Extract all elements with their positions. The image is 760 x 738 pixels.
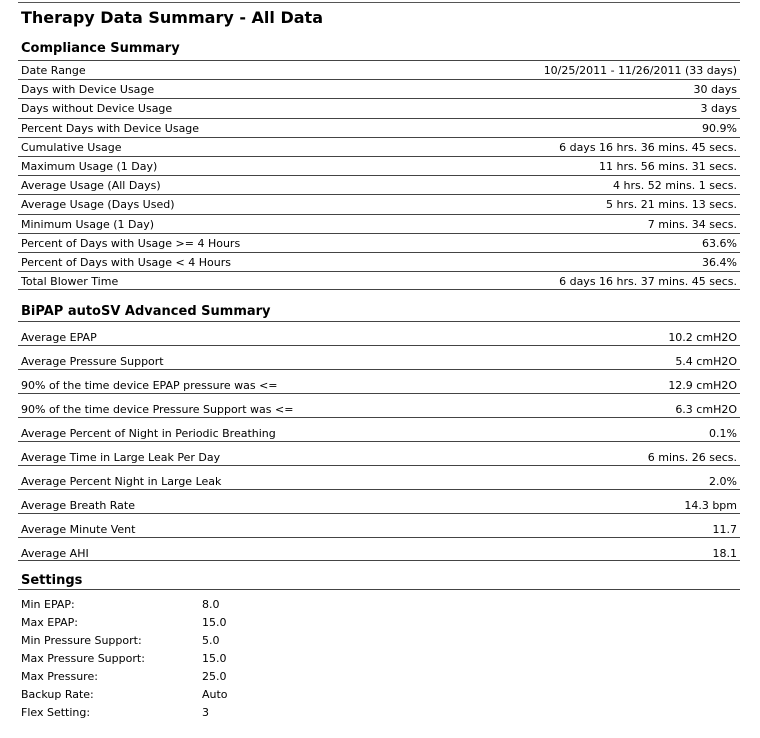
setting-label: Backup Rate:	[21, 688, 94, 701]
row-label: Days without Device Usage	[21, 102, 173, 116]
row-value: 63.6%	[702, 236, 737, 250]
table-row	[18, 214, 740, 233]
table-row	[18, 537, 740, 561]
row-value: 6.3 cmH2O	[675, 403, 737, 416]
table-row	[18, 441, 740, 465]
row-label: Average Percent Night in Large Leak	[21, 475, 222, 488]
row-value: 5.4 cmH2O	[675, 355, 737, 368]
top-divider	[18, 2, 740, 3]
row-value: 18.1	[712, 547, 737, 560]
setting-value: 25.0	[202, 670, 227, 683]
setting-label: Min EPAP:	[21, 598, 75, 611]
row-label: Percent Days with Device Usage	[21, 121, 200, 135]
table-row	[18, 79, 740, 98]
row-value: 6 days 16 hrs. 36 mins. 45 secs.	[559, 140, 737, 154]
row-value: 7 mins. 34 secs.	[647, 217, 737, 231]
table-row	[18, 345, 740, 369]
row-label: Percent of Days with Usage >= 4 Hours	[21, 236, 241, 250]
row-value: 2.0%	[709, 475, 737, 488]
table-row	[18, 175, 740, 194]
table-row	[18, 369, 740, 393]
table-row	[18, 393, 740, 417]
advanced-table	[18, 321, 740, 561]
table-row	[18, 513, 740, 537]
row-value: 6 mins. 26 secs.	[647, 451, 737, 464]
row-value: 0.1%	[709, 427, 737, 440]
row-label: Maximum Usage (1 Day)	[21, 159, 158, 173]
table-row	[18, 98, 740, 117]
row-value: 3 days	[700, 102, 737, 116]
row-value: 11 hrs. 56 mins. 31 secs.	[599, 159, 737, 173]
table-row	[18, 233, 740, 252]
table-row	[18, 156, 740, 175]
setting-label: Min Pressure Support:	[21, 634, 142, 647]
table-row	[18, 417, 740, 441]
row-value: 14.3 bpm	[684, 499, 737, 512]
row-label: Days with Device Usage	[21, 83, 155, 97]
row-value: 10/25/2011 - 11/26/2011 (33 days)	[543, 64, 737, 77]
setting-value: 8.0	[202, 598, 220, 611]
row-label: Minimum Usage (1 Day)	[21, 217, 155, 231]
row-value: 6 days 16 hrs. 37 mins. 45 secs.	[559, 275, 737, 289]
row-label: Average Usage (All Days)	[21, 179, 161, 193]
setting-label: Max EPAP:	[21, 616, 78, 629]
setting-value: 15.0	[202, 652, 227, 665]
setting-label: Flex Setting:	[21, 706, 91, 719]
table-row	[18, 194, 740, 213]
table-row	[18, 465, 740, 489]
row-value: 10.2 cmH2O	[668, 331, 737, 344]
setting-label: Max Pressure:	[21, 670, 98, 683]
advanced-heading: BiPAP autoSV Advanced Summary	[21, 304, 271, 319]
row-label: Total Blower Time	[21, 275, 119, 289]
row-value: 30 days	[693, 83, 737, 97]
row-label: Average Percent of Night in Periodic Breathing	[21, 427, 276, 440]
row-label: Average Time in Large Leak Per Day	[21, 451, 221, 464]
settings-divider	[18, 589, 740, 590]
table-row	[18, 271, 740, 290]
row-value: 4 hrs. 52 mins. 1 secs.	[613, 179, 737, 193]
row-value: 5 hrs. 21 mins. 13 secs.	[606, 198, 737, 212]
row-label: 90% of the time device EPAP pressure was <=	[21, 379, 278, 392]
row-label: Date Range	[21, 64, 86, 77]
row-label: Average Usage (Days Used)	[21, 198, 175, 212]
table-row	[18, 489, 740, 513]
compliance-heading: Compliance Summary	[21, 41, 180, 56]
setting-value: 15.0	[202, 616, 227, 629]
row-label: Average EPAP	[21, 331, 97, 344]
row-label: 90% of the time device Pressure Support was <=	[21, 403, 294, 416]
row-label: Percent of Days with Usage < 4 Hours	[21, 255, 231, 269]
table-row	[18, 137, 740, 156]
row-label: Average AHI	[21, 547, 89, 560]
setting-value: 3	[202, 706, 209, 719]
setting-value: Auto	[202, 688, 228, 701]
row-label: Average Minute Vent	[21, 523, 136, 536]
row-value: 36.4%	[702, 255, 737, 269]
setting-label: Max Pressure Support:	[21, 652, 145, 665]
row-label: Average Pressure Support	[21, 355, 164, 368]
compliance-table	[18, 60, 740, 290]
table-row	[18, 60, 740, 79]
setting-value: 5.0	[202, 634, 220, 647]
row-value: 11.7	[712, 523, 737, 536]
row-label: Average Breath Rate	[21, 499, 136, 512]
row-value: 12.9 cmH2O	[668, 379, 737, 392]
settings-heading: Settings	[21, 573, 83, 588]
table-row	[18, 321, 740, 345]
row-value: 90.9%	[702, 121, 737, 135]
page-title: Therapy Data Summary - All Data	[21, 8, 323, 27]
table-row	[18, 252, 740, 271]
row-label: Cumulative Usage	[21, 140, 122, 154]
table-row	[18, 118, 740, 137]
